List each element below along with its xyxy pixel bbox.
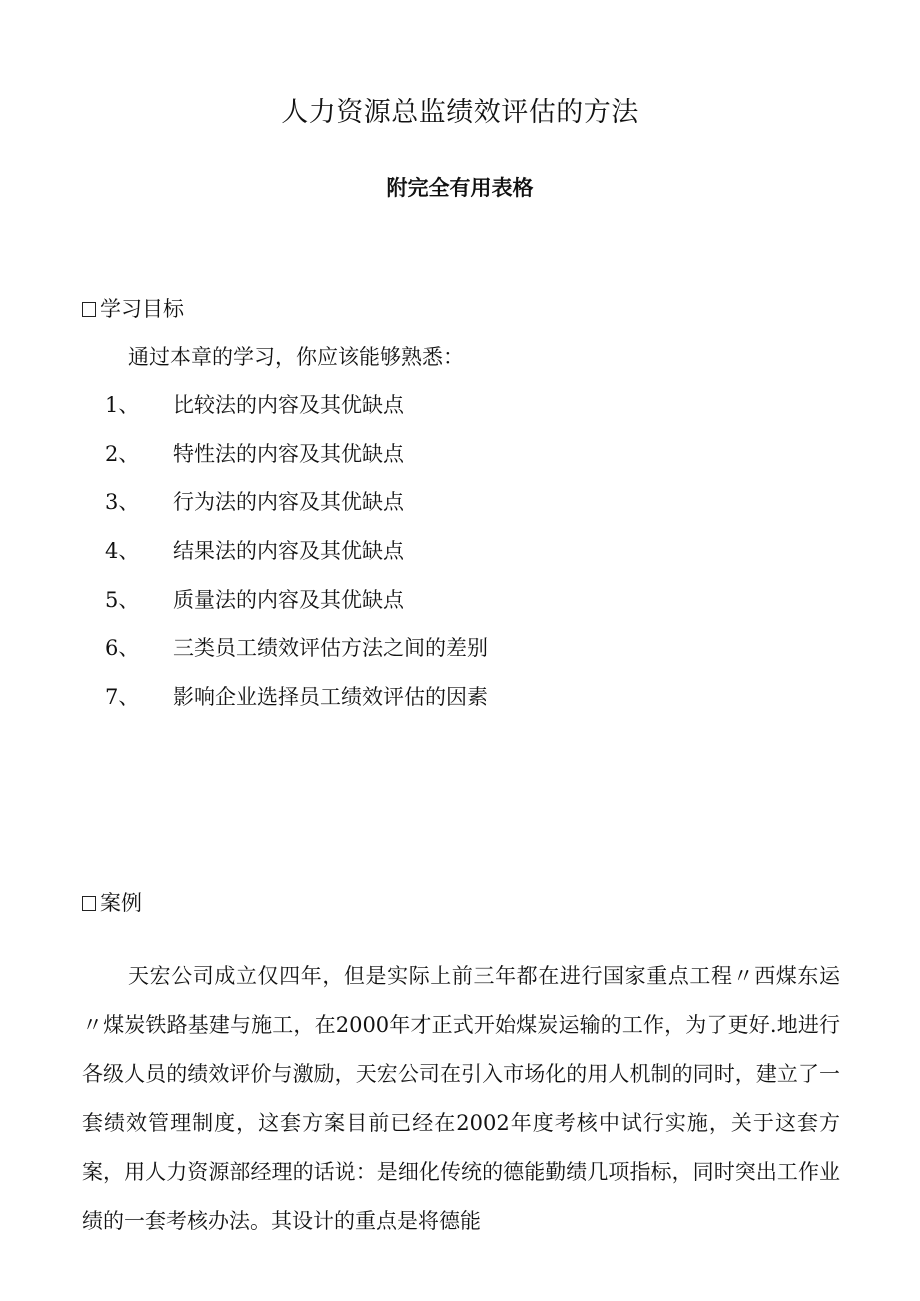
list-item-text: 质量法的内容及其优缺点 — [173, 587, 404, 612]
list-item-text: 比较法的内容及其优缺点 — [173, 393, 404, 417]
list-item-number: 2、 — [105, 441, 140, 466]
learning-goals-heading-text: 学习目标 — [100, 297, 184, 321]
learning-goals-intro: 通过本章的学习，你应该能够熟悉： — [128, 345, 464, 369]
list-item-text: 行为法的内容及其优缺点 — [173, 490, 404, 515]
learning-goals-heading — [82, 293, 184, 325]
document-title: 人力资源总监绩效评估的方法 — [281, 97, 639, 128]
list-item-number: 4、 — [105, 539, 140, 564]
list-item-number: 6、 — [105, 636, 140, 661]
case-heading-text: 案例 — [100, 891, 142, 915]
list-item-number: 1、 — [105, 393, 140, 417]
list-item-text: 特性法的内容及其优缺点 — [173, 441, 404, 466]
list-item-number: 3、 — [105, 490, 140, 515]
list-item-text: 结果法的内容及其优缺点 — [173, 539, 404, 564]
case-heading — [82, 887, 142, 919]
document-subtitle: 附完全有用表格 — [386, 176, 534, 200]
checkbox-icon — [82, 302, 96, 317]
list-item-text: 三类员工绩效评估方法之间的差别 — [173, 636, 488, 661]
list-item-text: 影响企业选择员工绩效评估的因素 — [173, 685, 488, 710]
list-item-number: 5、 — [105, 587, 140, 612]
checkbox-icon — [82, 896, 96, 911]
list-item-number: 7、 — [105, 685, 140, 710]
case-paragraph: 天宏公司成立仅四年，但是实际上前三年都在进行国家重点工程〃西煤东运〃煤炭铁路基建与施工，在2000年才正式开始煤炭运输的工作，为了更好.地进行各级人员的绩效评价与激励，天宏公司在引入市场化的用人机制的同时，建立了一套绩效管理制度，这套方案目前已经在2002年度考核中试行实施，关于这套方案，用人力资源部经理的话说：是细化传统的德能勤绩几项指标，同时突出工作业绩的一套考核办法。其设计的重点是将德能 — [82, 964, 840, 1233]
